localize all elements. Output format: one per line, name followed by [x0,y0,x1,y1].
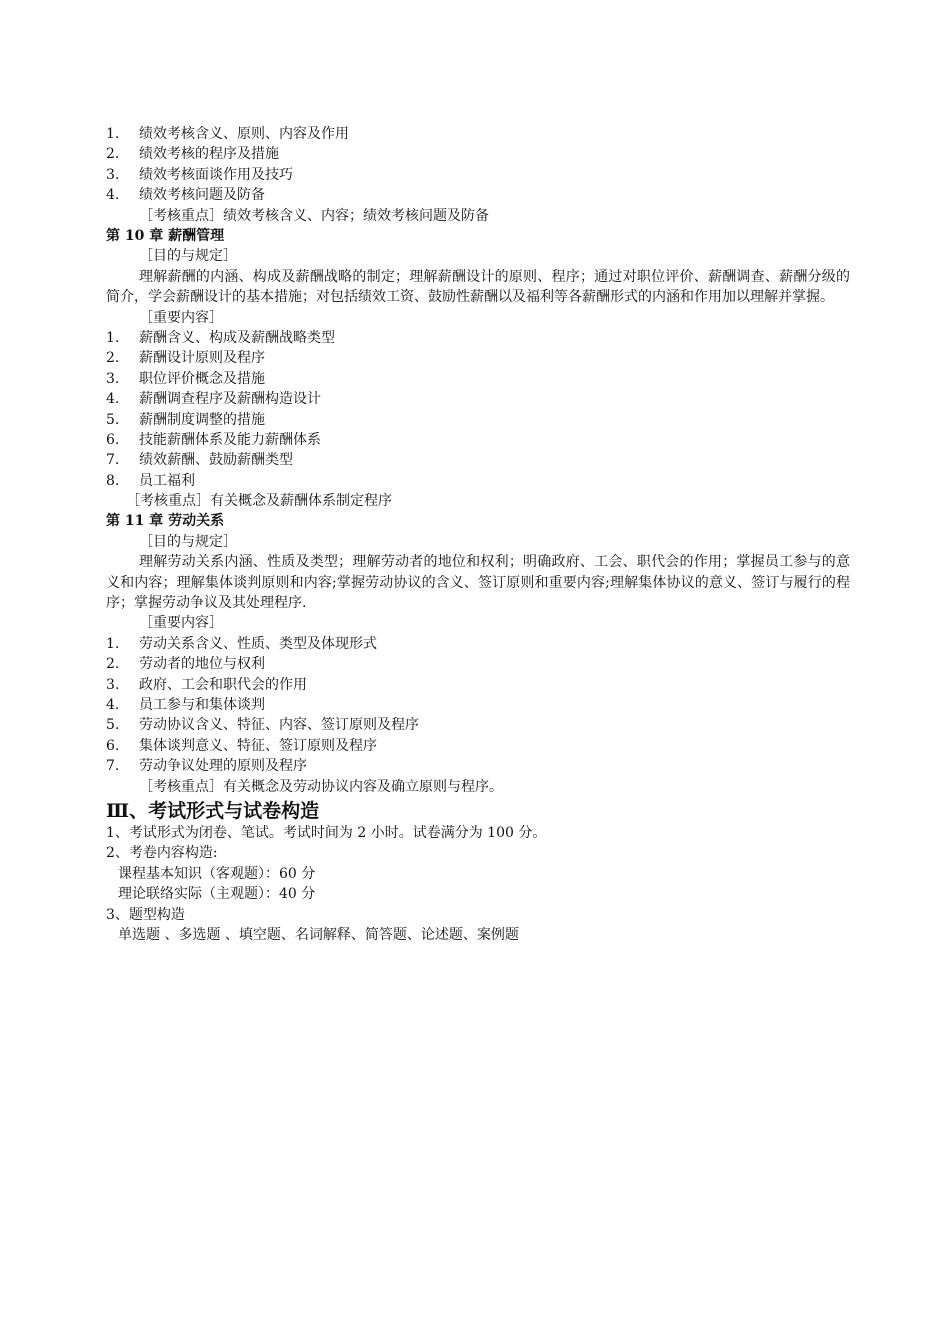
objective-score-line: 课程基本知识（客观题）：60 分 [118,865,316,882]
section-heading: Ⅲ、考试形式与试卷构造 [106,799,320,822]
list-item: 1. 绩效考核含义、原则、内容及作用 [106,126,349,142]
exam-structure-line: 2、考卷内容构造: [106,845,218,862]
list-item: 2. 劳动者的地位与权利 [106,656,265,673]
chapter-heading: 第 10 章 薪酬管理 [106,227,225,244]
list-item: 3. 政府、工会和职代会的作用 [106,676,307,693]
list-item: 4. 绩效考核问题及防备 [106,187,265,204]
question-type-heading: 3、题型构造 [106,906,185,923]
list-item: 2. 薪酬设计原则及程序 [106,350,265,367]
exam-format-line: 1、考试形式为闭卷、笔试。考试时间为 2 小时。试卷满分为 100 分。 [106,824,547,841]
list-item: 6. 集体谈判意义、特征、签订原则及程序 [106,737,377,754]
list-item: 3. 绩效考核面谈作用及技巧 [106,166,293,183]
list-item: 2. 绩效考核的程序及措施 [106,146,279,163]
list-item: 1. 薪酬含义、构成及薪酬战略类型 [106,329,335,346]
question-types-line: 单选题 、多选题 、填空题、名词解释、简答题、论述题、案例题 [118,926,519,943]
list-item: 4. 薪酬调查程序及薪酬构造设计 [106,391,321,408]
list-item: 1. 劳动关系含义、性质、类型及体现形式 [106,635,377,652]
content-label: ［重要内容］ [139,615,223,632]
list-item: 4. 员工参与和集体谈判 [106,697,265,714]
exam-key-points: ［考核重点］有关概念及劳动协议内容及确立原则与程序。 [139,778,503,795]
exam-key-points: ［考核重点］有关概念及薪酬体系制定程序 [126,493,392,510]
list-item: 5. 薪酬制度调整的措施 [106,411,265,428]
list-item: 6. 技能薪酬体系及能力薪酬体系 [106,431,321,448]
list-item: 7. 绩效薪酬、鼓励薪酬类型 [106,452,293,469]
exam-key-points: ［考核重点］绩效考核含义、内容；绩效考核问题及防备 [139,207,489,224]
list-item: 5. 劳动协议含义、特征、内容、签订原则及程序 [106,717,419,734]
chapter-heading: 第 11 章 劳动关系 [106,513,225,530]
purpose-label: ［目的与规定］ [139,248,237,265]
document-content [106,124,850,945]
purpose-paragraph: 理解薪酬的内涵、构成及薪酬战略的制定；理解薪酬设计的原则、程序；通过对职位评价、薪酬调查、薪酬分级的简介，学会薪酬设计的基本措施；对包括绩效工资、鼓励性薪酬以及福利等各薪酬形式的内涵和作用加以理解并掌握。 [106,268,850,306]
subjective-score-line: 理论联络实际（主观题）：40 分 [118,886,316,903]
purpose-label: ［目的与规定］ [139,533,237,550]
list-item: 7. 劳动争议处理的原则及程序 [106,758,307,775]
list-item: 8. 员工福利 [106,472,195,489]
purpose-paragraph: 理解劳动关系内涵、性质及类型；理解劳动者的地位和权利；明确政府、工会、职代会的作用；掌握员工参与的意义和内容；理解集体谈判原则和内容;掌握劳动协议的含义、签订原则和重要内容;理解集体协议的意义、签订与履行的程序；掌握劳动争议及其处理程序. [106,554,850,612]
content-label: ［重要内容］ [139,309,223,326]
list-item: 3. 职位评价概念及措施 [106,370,265,387]
